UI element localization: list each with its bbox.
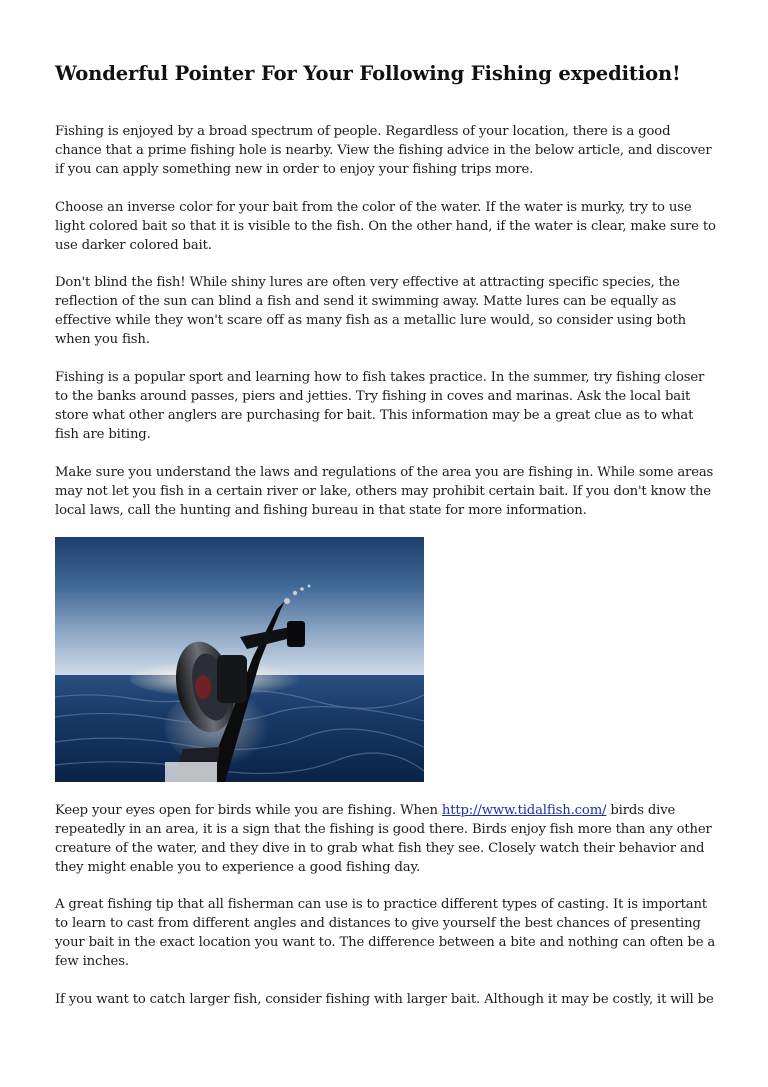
text-segment: birds dive — [606, 803, 676, 818]
text-line: A great fishing tip that all fisherman can use is to practice different types of casting. It is important — [55, 897, 707, 912]
text-line: to learn to cast from different angles and distances to give yourself the best chances of presenting — [55, 916, 701, 931]
text-line: fish are biting. — [55, 427, 151, 442]
paragraph-blind-fish — [55, 273, 715, 349]
text-line: store what other anglers are purchasing for bait. This information may be a great clue as to what — [55, 408, 694, 423]
text-line — [55, 801, 715, 820]
text-line: if you can apply something new in order to enjoy your fishing trips more. — [55, 162, 534, 177]
text-line: they might enable you to experience a good fishing day. — [55, 860, 421, 875]
text-line: chance that a prime fishing hole is nearby. View the fishing advice in the below article, and discover — [55, 143, 712, 158]
text-line: Fishing is enjoyed by a broad spectrum of people. Regardless of your location, there is a good — [55, 124, 671, 139]
text-line: reflection of the sun can blind a fish and send it swimming away. Matte lures can be equally as — [55, 294, 677, 309]
text-line: creature of the water, and they dive in to grab what fish they see. Closely watch their behavior and — [55, 841, 705, 856]
text-line: If you want to catch larger fish, consider fishing with larger bait. Although it may be costly, it will be — [55, 992, 714, 1007]
text-line: few inches. — [55, 954, 129, 969]
text-line: Fishing is a popular sport and learning how to fish takes practice. In the summer, try fishing closer — [55, 370, 705, 385]
paragraph-practice — [55, 368, 715, 444]
text-line: to the banks around passes, piers and jetties. Try fishing in coves and marinas. Ask the local bait — [55, 389, 691, 404]
text-line: light colored bait so that it is visible to the fish. On the other hand, if the water is clear, make sure to — [55, 219, 716, 234]
text-line: may not let you fish in a certain river or lake, others may prohibit certain bait. If you don't know the — [55, 484, 711, 499]
tidalfish-link[interactable]: http://www.tidalfish.com/ — [441, 803, 607, 818]
text-line: local laws, call the hunting and fishing bureau in that state for more information. — [55, 503, 587, 518]
text-line: Choose an inverse color for your bait from the color of the water. If the water is murky, try to use — [55, 200, 692, 215]
paragraph-birds — [55, 801, 715, 877]
text-segment: Keep your eyes open for birds while you are fishing. When — [55, 803, 442, 818]
text-line: use darker colored bait. — [55, 238, 212, 253]
paragraph-larger-bait — [55, 990, 715, 1009]
paragraph-casting — [55, 895, 715, 971]
text-line: effective while they won't scare off as many fish as a metallic lure would, so consider using both — [55, 313, 686, 328]
text-line: Make sure you understand the laws and regulations of the area you are fishing in. While some areas — [55, 465, 714, 480]
paragraph-bait-color — [55, 198, 715, 255]
text-line: Don't blind the fish! While shiny lures are often very effective at attracting specific species, the — [55, 275, 680, 290]
text-line: when you fish. — [55, 332, 150, 347]
paragraph-laws — [55, 463, 715, 520]
text-line: repeatedly in an area, it is a sign that the fishing is good there. Birds enjoy fish more than any other — [55, 822, 712, 837]
fishing-rod-photo — [55, 537, 424, 782]
paragraph-intro — [55, 122, 715, 179]
document-title: Wonderful Pointer For Your Following Fishing expedition! — [55, 62, 681, 85]
text-line: your bait in the exact location you want to. The difference between a bite and nothing can often be a — [55, 935, 716, 950]
